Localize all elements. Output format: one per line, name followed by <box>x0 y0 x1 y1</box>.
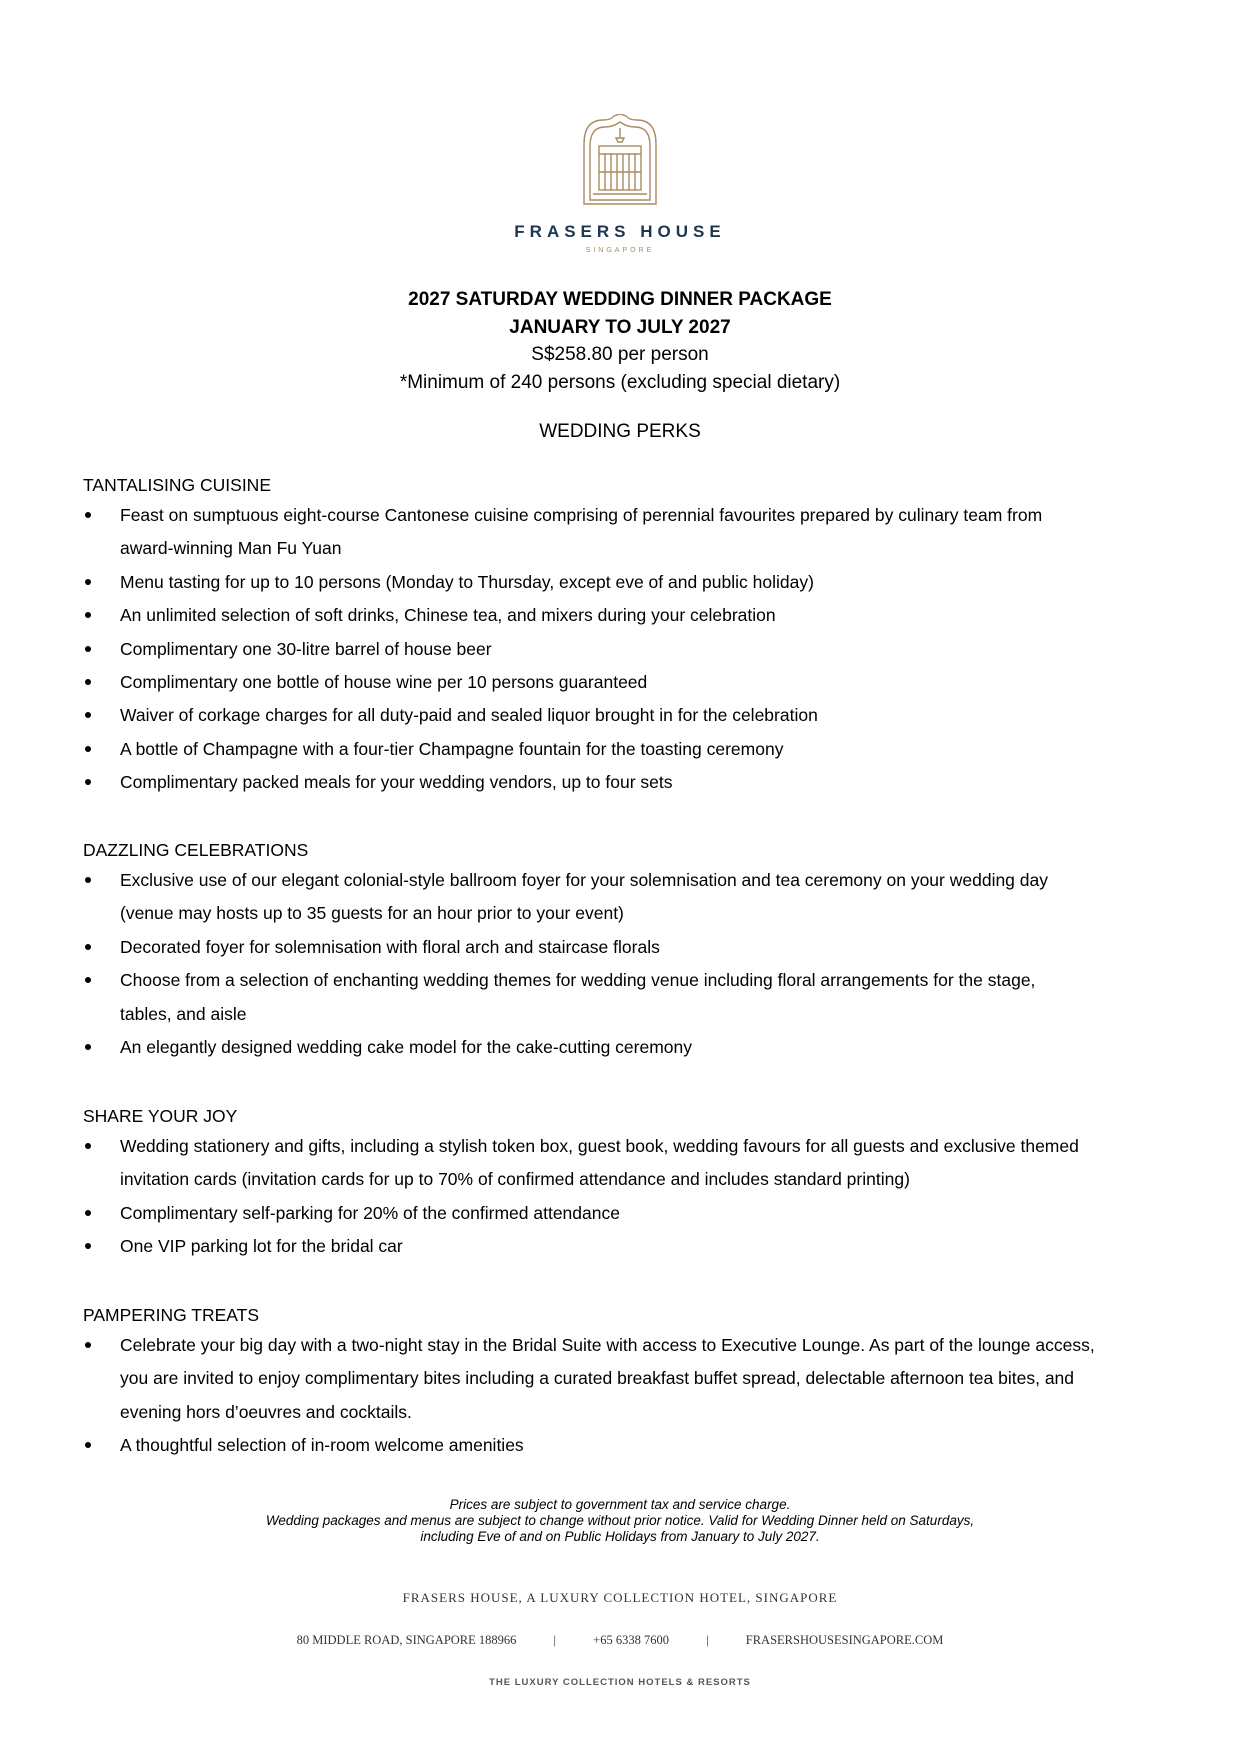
footer-contact <box>0 1633 1240 1648</box>
list-item: Complimentary packed meals for your wedding vendors, up to four sets <box>83 766 1173 799</box>
footer-separator: | <box>553 1633 557 1647</box>
bullet-icon <box>85 579 91 585</box>
disclaimer-line: Wedding packages and menus are subject to change without prior notice. Valid for Wedding Dinner held on Saturdays, <box>265 1513 975 1528</box>
package-period: JANUARY TO JULY 2027 <box>509 316 731 338</box>
footer-collection: THE LUXURY COLLECTION HOTELS & RESORTS <box>489 1677 751 1688</box>
brand-subtitle: SINGAPORE <box>585 247 655 254</box>
list-item: Exclusive use of our elegant colonial-style ballroom foyer for your solemnisation and tea ceremony on your wedding day (venue may hosts up to 35 guests for an hour prior to your event) <box>83 864 1173 931</box>
list-item: An elegantly designed wedding cake model for the cake-cutting ceremony <box>83 1031 1173 1064</box>
section-title-celebrations: DAZZLING CELEBRATIONS <box>83 840 309 860</box>
bullet-icon <box>85 1210 91 1216</box>
list-item: Feast on sumptuous eight-course Cantonese cuisine comprising of perennial favourites prepared by culinary team from award-winning Man Fu Yuan <box>83 499 1173 566</box>
package-header <box>0 286 1240 396</box>
list-item: Complimentary one bottle of house wine per 10 persons guaranteed <box>83 666 1173 699</box>
perks-title: WEDDING PERKS <box>539 421 701 442</box>
footer-address: 80 MIDDLE ROAD, SINGAPORE 188966 <box>296 1633 517 1647</box>
share-list <box>83 1130 1173 1264</box>
list-item: A thoughtful selection of in-room welcome amenities <box>83 1429 1173 1462</box>
bullet-icon <box>85 877 91 883</box>
bullet-icon <box>85 1442 91 1448</box>
list-item: Choose from a selection of enchanting wedding themes for wedding venue including floral arrangements for the stage, tables, and aisle <box>83 964 1173 1031</box>
bullet-icon <box>85 944 91 950</box>
arched-window-logo-icon <box>581 114 659 206</box>
bullet-icon <box>85 746 91 752</box>
list-item: Wedding stationery and gifts, including a stylish token box, guest book, wedding favours for all guests and exclusive themed invitation cards (invitation cards for up to 70% of confirmed attendance and includes standard printing) <box>83 1130 1173 1197</box>
footer-phone[interactable]: +65 6338 7600 <box>593 1633 669 1647</box>
footer-hotel-name: FRASERS HOUSE, A LUXURY COLLECTION HOTEL, SINGAPORE <box>402 1590 838 1605</box>
footer-separator: | <box>706 1633 709 1647</box>
bullet-icon <box>85 1243 91 1249</box>
section-title-share: SHARE YOUR JOY <box>83 1106 238 1126</box>
section-title-pampering: PAMPERING TREATS <box>83 1305 259 1325</box>
section-title-cuisine: TANTALISING CUISINE <box>83 475 271 495</box>
list-item: Decorated foyer for solemnisation with floral arch and staircase florals <box>83 931 1173 964</box>
list-item: Complimentary one 30-litre barrel of house beer <box>83 633 1173 666</box>
package-price: S$258.80 per person <box>531 344 709 365</box>
bullet-icon <box>85 612 91 618</box>
bullet-icon <box>85 679 91 685</box>
list-item: Celebrate your big day with a two-night stay in the Bridal Suite with access to Executive Lounge. As part of the lounge access, you are invited to enjoy complimentary bites including a curated breakfast buffet spread, delectable afternoon tea bites, and evening hors d’oeuvres and cocktails. <box>83 1329 1173 1429</box>
list-item: An unlimited selection of soft drinks, Chinese tea, and mixers during your celebration <box>83 599 1173 632</box>
brand-logo <box>0 114 1240 206</box>
bullet-icon <box>85 779 91 785</box>
footer-website[interactable]: FRASERSHOUSESINGAPORE.COM <box>745 1633 944 1647</box>
bullet-icon <box>85 1342 91 1348</box>
disclaimer <box>0 1497 1240 1545</box>
list-item: Menu tasting for up to 10 persons (Monday to Thursday, except eve of and public holiday) <box>83 566 1173 599</box>
list-item: A bottle of Champagne with a four-tier Champagne fountain for the toasting ceremony <box>83 733 1173 766</box>
list-item: Waiver of corkage charges for all duty-paid and sealed liquor brought in for the celebration <box>83 699 1173 732</box>
brand-name: FRASERS HOUSE <box>514 222 726 241</box>
bullet-icon <box>85 512 91 518</box>
disclaimer-line: including Eve of and on Public Holidays from January to July 2027. <box>420 1529 820 1544</box>
package-title: 2027 SATURDAY WEDDING DINNER PACKAGE <box>408 289 832 310</box>
list-item: One VIP parking lot for the bridal car <box>83 1230 1173 1263</box>
bullet-icon <box>85 646 91 652</box>
celebrations-list <box>83 864 1173 1064</box>
disclaimer-line: Prices are subject to government tax and service charge. <box>449 1497 791 1512</box>
bullet-icon <box>85 977 91 983</box>
package-minimum: *Minimum of 240 persons (excluding special dietary) <box>399 371 841 393</box>
bullet-icon <box>85 1044 91 1050</box>
pampering-list <box>83 1329 1173 1463</box>
bullet-icon <box>85 1143 91 1149</box>
bullet-icon <box>85 712 91 718</box>
list-item: Complimentary self-parking for 20% of the confirmed attendance <box>83 1197 1173 1230</box>
cuisine-list <box>83 499 1173 800</box>
